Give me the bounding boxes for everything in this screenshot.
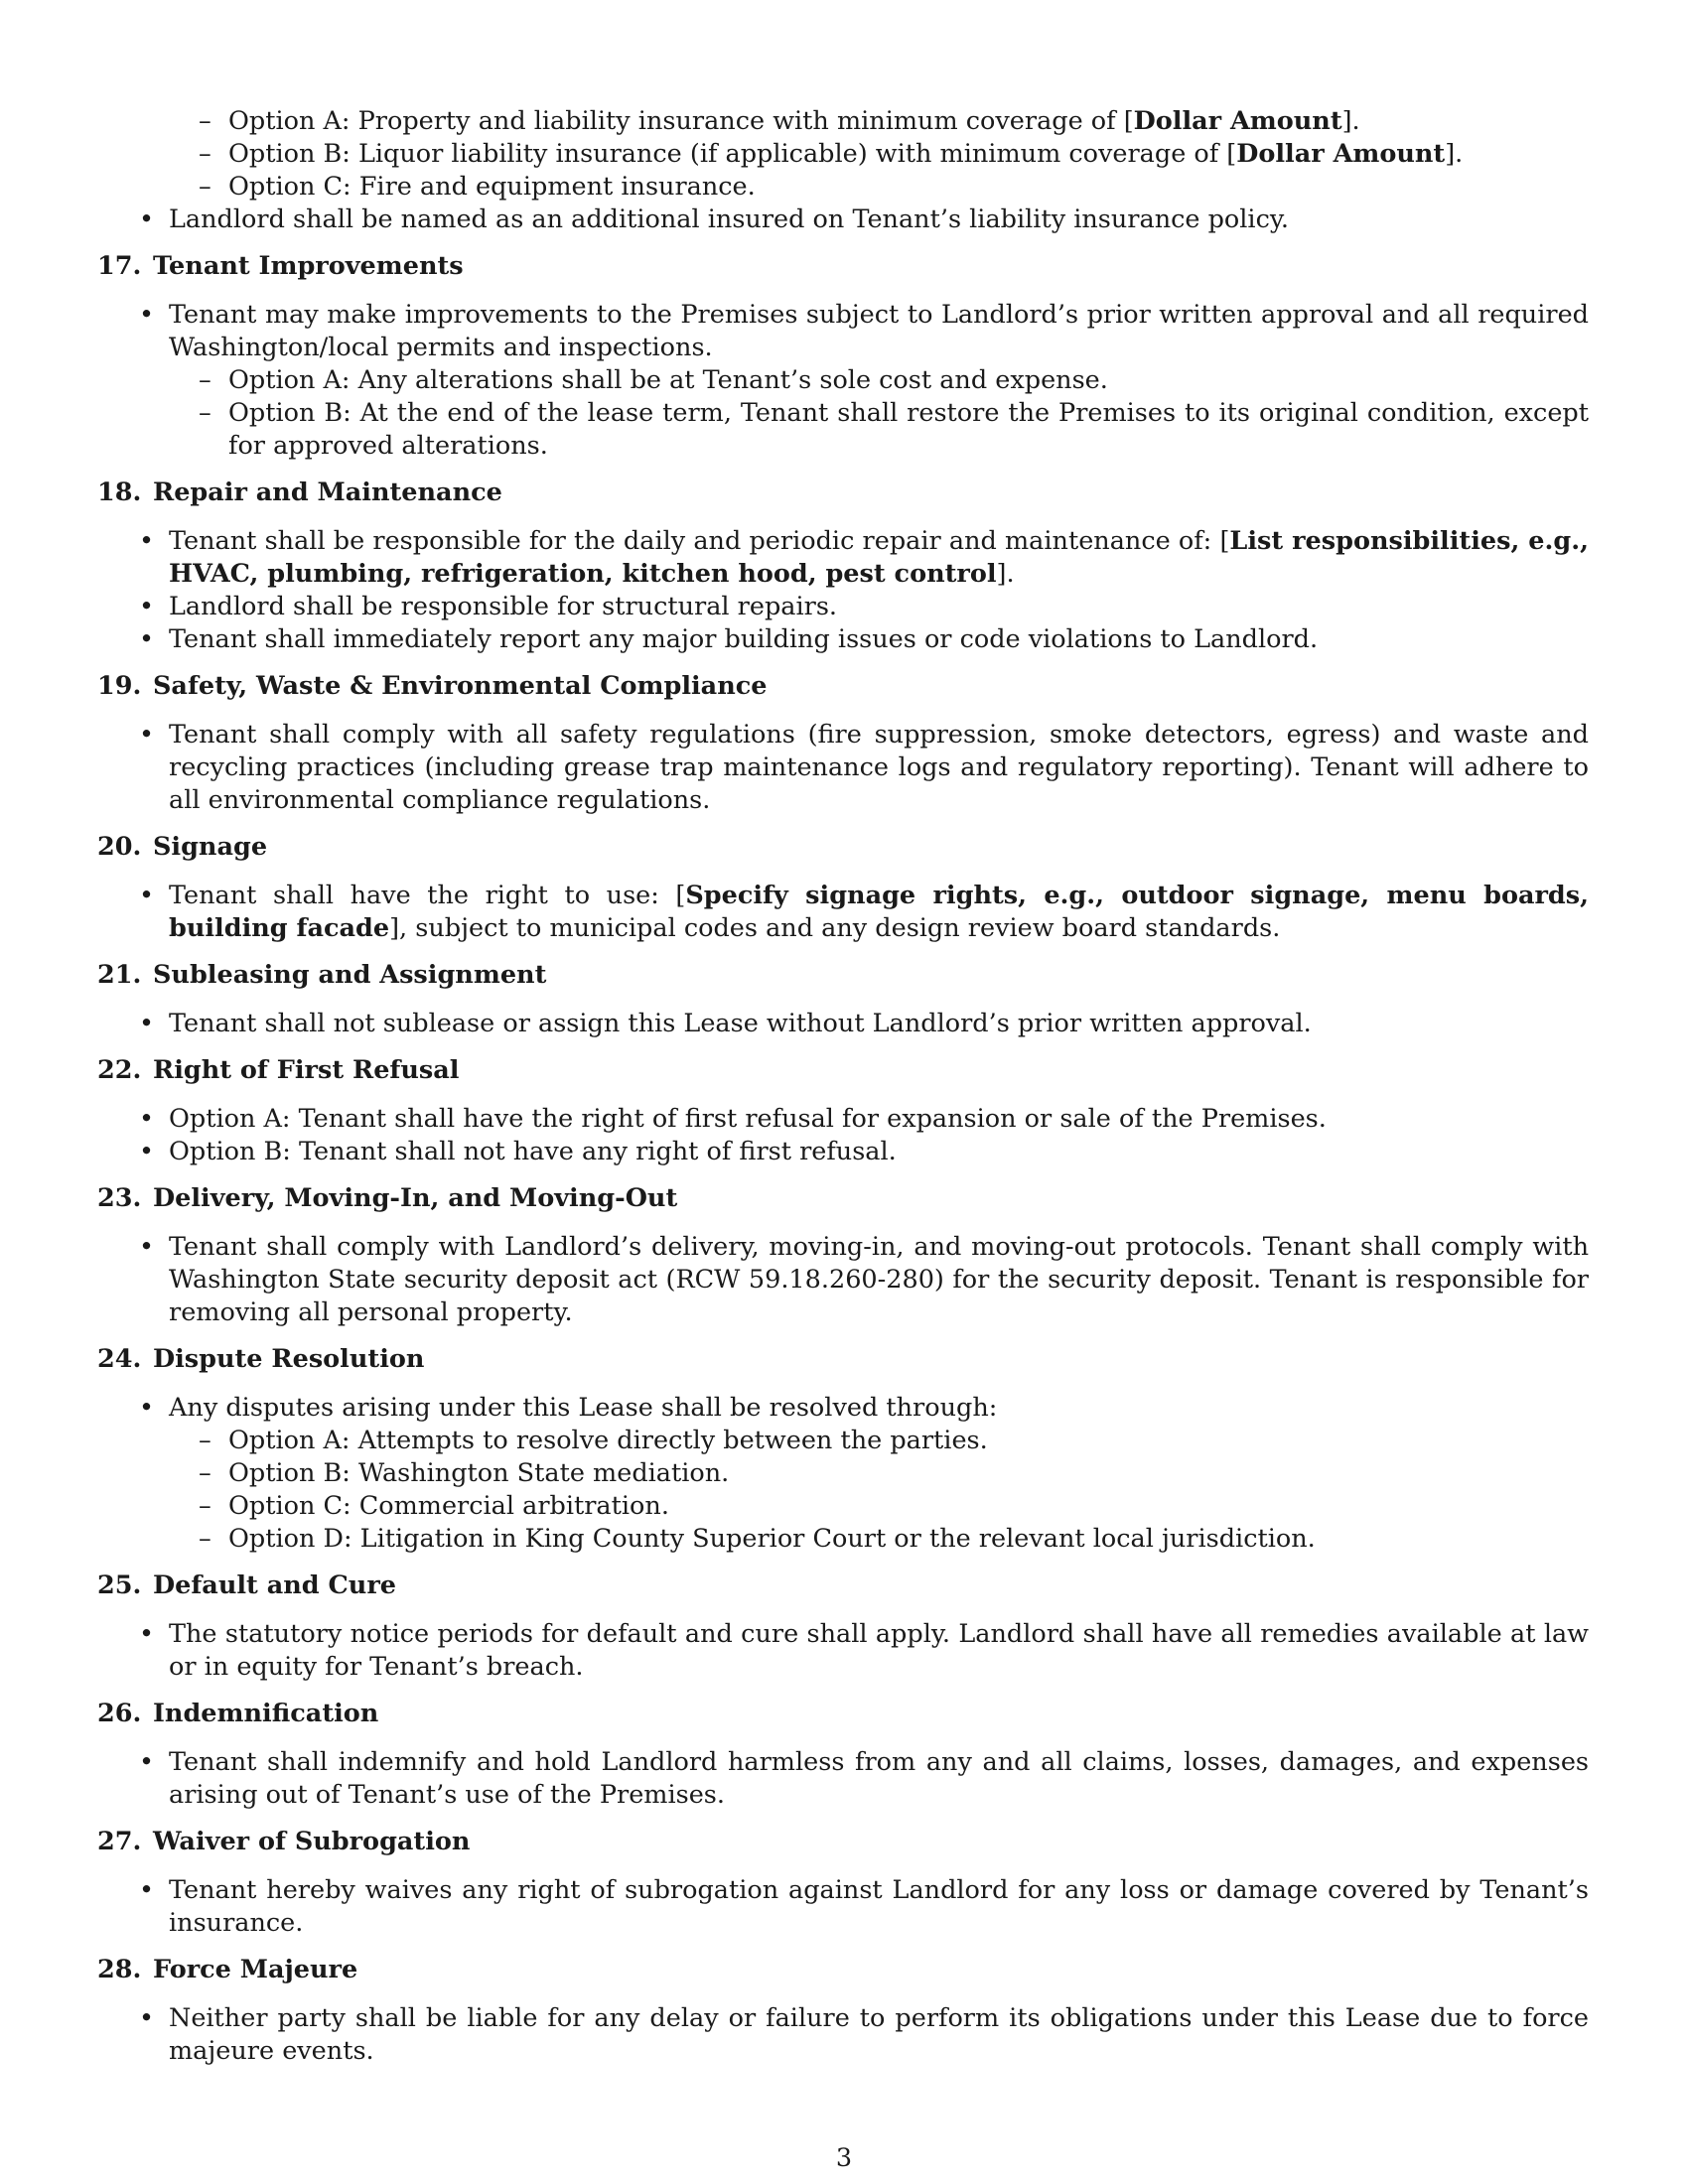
section-bullets <box>97 880 1589 945</box>
text-run: Tenant shall comply with Landlord’s delivery, moving-in, and moving-out protocols. Tenant shall comply with Washington State security deposit act (RCW 59.18.260-280) for the security deposit. Tenant is responsible for removing all personal property. <box>169 1232 1589 1327</box>
text-run: ], subject to municipal codes and any design review board standards. <box>389 913 1281 943</box>
section-bullets <box>97 299 1589 463</box>
bullet-item <box>97 1103 1589 1136</box>
text-run: Option B: Tenant shall not have any right of first refusal. <box>169 1137 897 1166</box>
section-title: Waiver of Subrogation <box>153 1827 471 1856</box>
text-run: The statutory notice periods for default and cure shall apply. Landlord shall have all remedies available at law or in equity for Tenant’s breach. <box>169 1619 1589 1682</box>
section-title: Tenant Improvements <box>153 251 464 281</box>
section-number: 24. <box>97 1344 142 1374</box>
sub-option-item: – Option B: Washington State mediation. <box>169 1457 1589 1490</box>
text-run: Option A: Property and liability insurance with minimum coverage of [ <box>228 106 1134 136</box>
section-title: Signage <box>153 832 268 862</box>
sub-option-item: – Option D: Litigation in King County Superior Court or the relevant local jurisdiction. <box>169 1523 1589 1556</box>
section-17 <box>97 250 1589 463</box>
bullet-item <box>97 1008 1589 1040</box>
insurance-option-item <box>97 138 1589 171</box>
placeholder-field: Dollar Amount <box>1133 106 1342 136</box>
section-26 <box>97 1698 1589 1812</box>
section-23 <box>97 1182 1589 1329</box>
section-number: 19. <box>97 671 142 701</box>
bullet-item <box>97 1618 1589 1684</box>
text-run: ]. <box>996 559 1015 589</box>
bullet-item <box>97 591 1589 623</box>
text-run: Tenant shall have the right to use: [ <box>169 881 686 910</box>
bullet-item <box>97 2002 1589 2068</box>
section-heading <box>97 1698 1589 1730</box>
section-heading <box>97 831 1589 864</box>
section-title: Force Majeure <box>153 1955 358 1984</box>
section-title: Indemnification <box>153 1699 379 1728</box>
section-title: Default and Cure <box>153 1570 396 1600</box>
text-run: Tenant may make improvements to the Premises subject to Landlord’s prior written approval and all required Washington/local permits and inspections. <box>169 300 1589 362</box>
section-number: 28. <box>97 1955 142 1984</box>
section-number: 27. <box>97 1827 142 1856</box>
document-body <box>97 97 1589 2068</box>
section-heading <box>97 1954 1589 1986</box>
text-run: Landlord shall be responsible for structural repairs. <box>169 592 838 621</box>
section-bullets <box>97 1746 1589 1812</box>
bullet-item <box>97 1231 1589 1329</box>
section-27 <box>97 1826 1589 1940</box>
bullet-item <box>97 1392 1589 1556</box>
section-25 <box>97 1570 1589 1684</box>
section-number: 26. <box>97 1699 142 1728</box>
section-bullets <box>97 1231 1589 1329</box>
sub-option-item: – Option A: Attempts to resolve directly between the parties. <box>169 1425 1589 1457</box>
section-24 <box>97 1343 1589 1556</box>
text-run: Neither party shall be liable for any delay or failure to perform its obligations under this Lease due to force majeure events. <box>169 2003 1589 2066</box>
section-number: 25. <box>97 1570 142 1600</box>
section-number: 18. <box>97 478 142 507</box>
sub-option-list <box>169 1425 1589 1556</box>
bullet-item <box>97 525 1589 591</box>
insurance-bullet-list <box>97 204 1589 236</box>
bullet-item <box>97 880 1589 945</box>
section-bullets <box>97 1008 1589 1040</box>
section-number: 20. <box>97 832 142 862</box>
insurance-options-list <box>97 105 1589 204</box>
bullet-item <box>97 1746 1589 1812</box>
section-18 <box>97 477 1589 656</box>
text-run: Tenant hereby waives any right of subrogation against Landlord for any loss or damage covered by Tenant’s insurance. <box>169 1875 1589 1938</box>
section-number: 22. <box>97 1055 142 1085</box>
section-title: Right of First Refusal <box>153 1055 460 1085</box>
additional-insured-bullet: • Landlord shall be named as an additional insured on Tenant’s liability insurance policy. <box>97 204 1589 236</box>
section-title: Repair and Maintenance <box>153 478 502 507</box>
page-number: 3 <box>835 2143 853 2173</box>
section-heading <box>97 1826 1589 1858</box>
sub-option-item: – Option C: Commercial arbitration. <box>169 1490 1589 1523</box>
section-bullets <box>97 719 1589 817</box>
text-run: Tenant shall comply with all safety regulations (fire suppression, smoke detectors, egress) and waste and recycling practices (including grease trap maintenance logs and regulatory reporting). Tenant will adhere to all environmental compliance regulations. <box>169 720 1589 815</box>
section-number: 17. <box>97 251 142 281</box>
placeholder-field: List responsibilities, e.g., HVAC, plumbing, refrigeration, kitchen hood, pest control <box>169 526 1589 589</box>
section-heading <box>97 477 1589 509</box>
text-run: Tenant shall indemnify and hold Landlord harmless from any and all claims, losses, damages, and expenses arising out of Tenant’s use of the Premises. <box>169 1747 1589 1810</box>
section-title: Delivery, Moving-In, and Moving-Out <box>153 1183 678 1213</box>
bullet-item <box>97 1874 1589 1940</box>
sub-option-list <box>169 364 1589 463</box>
sub-option-item: – Option B: At the end of the lease term, Tenant shall restore the Premises to its original condition, except for approved alterations. <box>169 397 1589 463</box>
section-title: Subleasing and Assignment <box>153 960 547 990</box>
section-heading <box>97 250 1589 283</box>
section-bullets <box>97 1103 1589 1168</box>
insurance-option-item <box>97 171 1589 204</box>
text-run: ]. <box>1445 139 1464 169</box>
section-title: Safety, Waste & Environmental Compliance <box>153 671 768 701</box>
text-run: Option B: Liquor liability insurance (if applicable) with minimum coverage of [ <box>228 139 1237 169</box>
section-heading <box>97 959 1589 992</box>
section-bullets <box>97 1874 1589 1940</box>
insurance-option-item <box>97 105 1589 138</box>
placeholder-field: Dollar Amount <box>1236 139 1446 169</box>
section-number: 23. <box>97 1183 142 1213</box>
sub-option-item: – Option A: Any alterations shall be at Tenant’s sole cost and expense. <box>169 364 1589 397</box>
lease-sections <box>97 250 1589 2068</box>
placeholder-field: Specify signage rights, e.g., outdoor signage, menu boards, building facade <box>169 881 1589 943</box>
section-heading <box>97 1570 1589 1602</box>
bullet-item <box>97 1136 1589 1168</box>
section-number: 21. <box>97 960 142 990</box>
text-run: Tenant shall be responsible for the daily and periodic repair and maintenance of: [ <box>169 526 1230 556</box>
section-28 <box>97 1954 1589 2068</box>
section-bullets <box>97 2002 1589 2068</box>
text-run: Option C: Fire and equipment insurance. <box>228 172 756 202</box>
section-heading <box>97 670 1589 703</box>
text-run: Tenant shall not sublease or assign this Lease without Landlord’s prior written approval. <box>169 1009 1312 1038</box>
section-heading <box>97 1182 1589 1215</box>
section-22 <box>97 1054 1589 1168</box>
text-run: ]. <box>1341 106 1360 136</box>
section-heading <box>97 1343 1589 1376</box>
section-bullets <box>97 1392 1589 1556</box>
text-run: Any disputes arising under this Lease shall be resolved through: <box>169 1393 998 1423</box>
section-19 <box>97 670 1589 817</box>
section-bullets <box>97 525 1589 656</box>
bullet-item <box>97 623 1589 656</box>
section-21 <box>97 959 1589 1040</box>
bullet-item <box>97 299 1589 463</box>
bullet-item <box>97 719 1589 817</box>
text-run: Tenant shall immediately report any major building issues or code violations to Landlord. <box>169 624 1319 654</box>
section-heading <box>97 1054 1589 1087</box>
section-title: Dispute Resolution <box>153 1344 425 1374</box>
text-run: Option A: Tenant shall have the right of first refusal for expansion or sale of the Premises. <box>169 1104 1327 1134</box>
section-20 <box>97 831 1589 945</box>
section-bullets <box>97 1618 1589 1684</box>
